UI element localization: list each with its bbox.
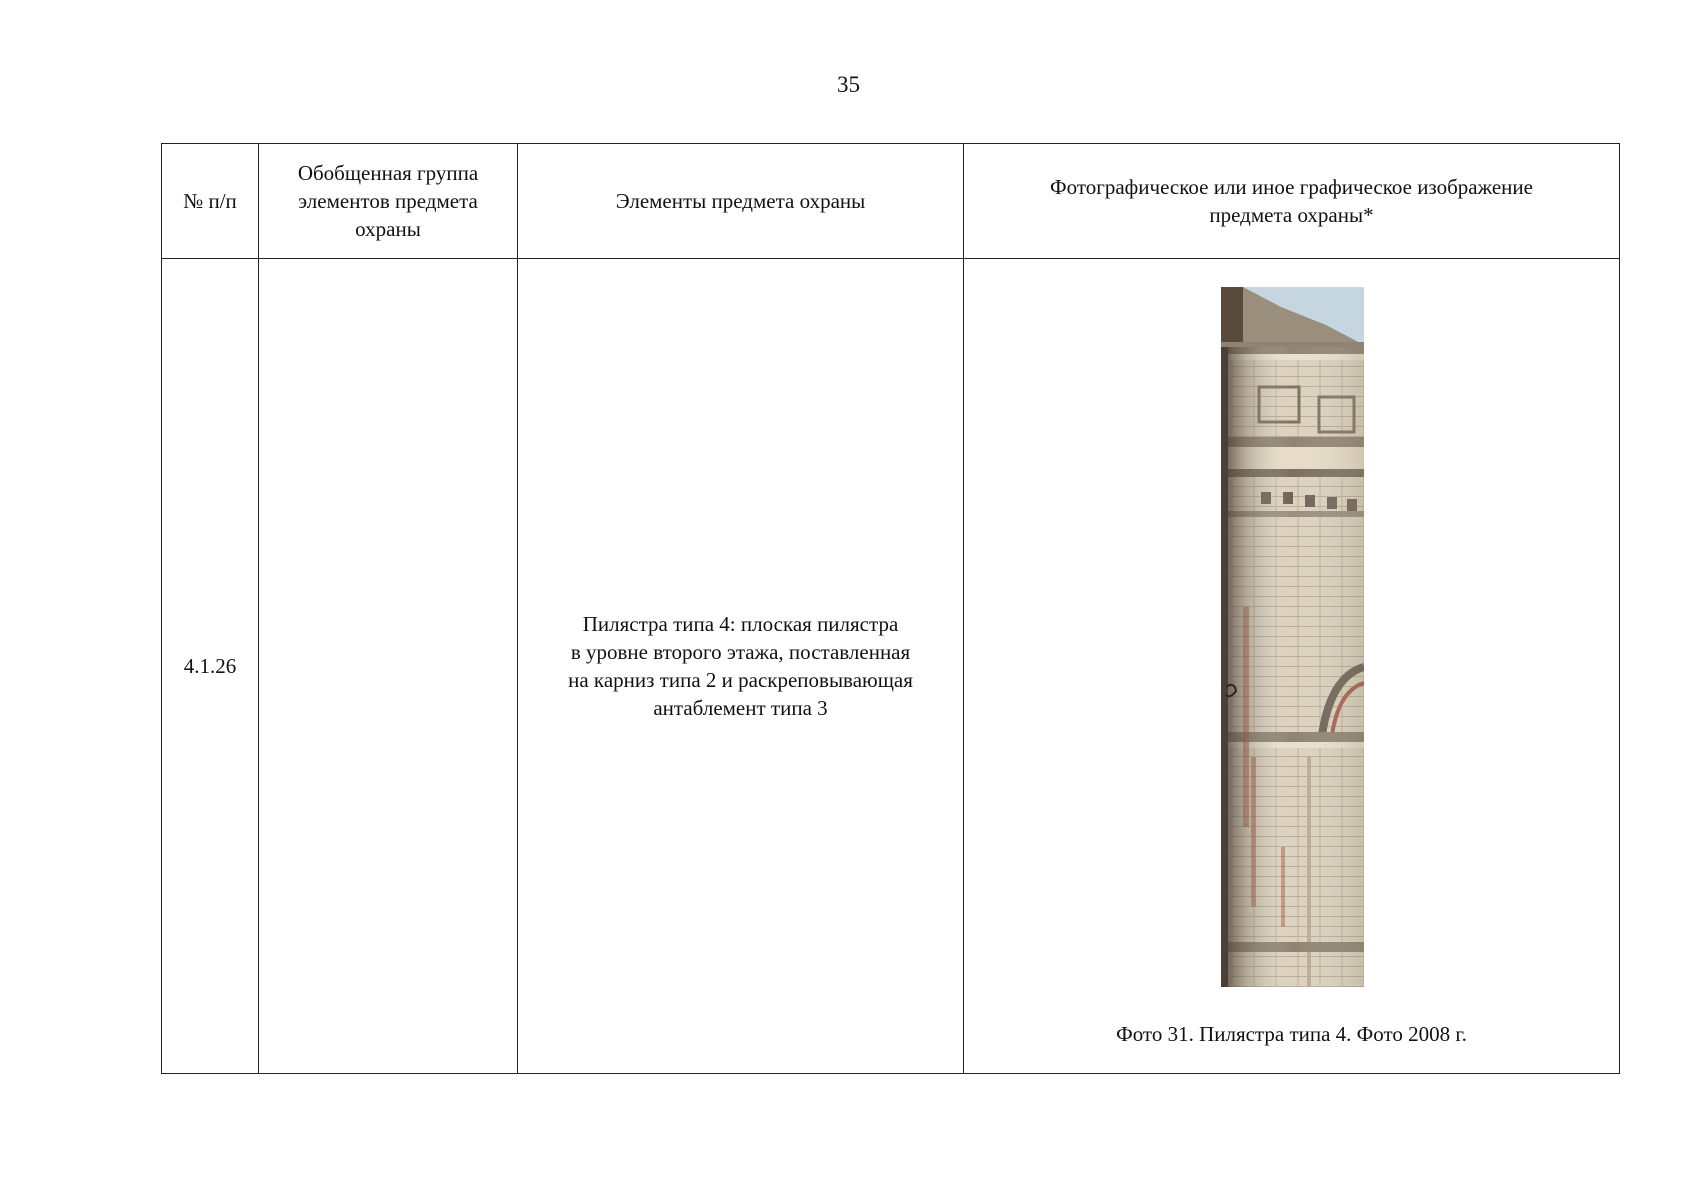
row-number-value: 4.1.26 — [183, 654, 237, 678]
header-elements — [518, 144, 964, 259]
description-line: в уровне второго этажа, поставленная — [570, 640, 911, 664]
pilaster-photo-image — [1221, 287, 1364, 987]
row-number — [162, 259, 259, 1074]
page-number: 35 — [837, 72, 860, 97]
row-group — [259, 259, 518, 1074]
header-group-line: охраны — [355, 217, 421, 241]
header-group-line: Обобщенная группа — [297, 161, 479, 185]
table-header-row — [162, 144, 1620, 259]
header-image — [964, 144, 1620, 259]
header-image-line: Фотографическое или иное графическое изображение — [1050, 175, 1533, 199]
row-description — [518, 259, 964, 1074]
row-photo-cell — [964, 259, 1620, 1074]
description-line: на карниз типа 2 и раскреповывающая — [568, 668, 913, 692]
table-row — [162, 259, 1620, 1074]
header-number — [162, 144, 259, 259]
header-group-line: элементов предмета — [298, 189, 478, 213]
description-line: антаблемент типа 3 — [653, 696, 828, 720]
header-elements-label: Элементы предмета охраны — [615, 189, 866, 213]
description-line: Пилястра типа 4: плоская пилястра — [582, 612, 899, 636]
photo-caption: Фото 31. Пилястра типа 4. Фото 2008 г. — [1116, 1022, 1467, 1046]
pilaster-photo — [1221, 287, 1364, 987]
header-number-label: № п/п — [183, 189, 237, 213]
header-image-line: предмета охраны* — [1209, 203, 1374, 227]
heritage-table — [161, 143, 1620, 1074]
header-group — [259, 144, 518, 259]
